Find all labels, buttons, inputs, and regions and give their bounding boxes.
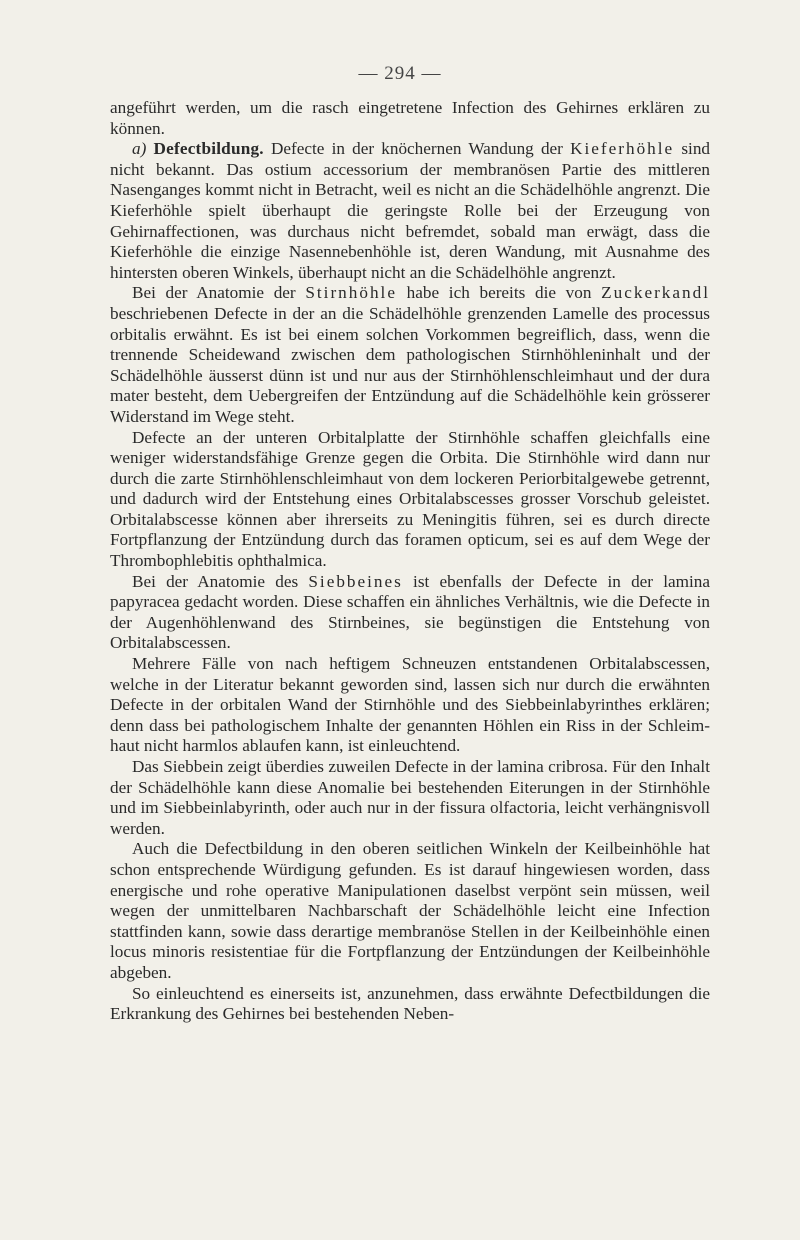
- paragraph-final: So einleuchtend es einerseits ist, anzunehmen, dass erwähnte Defectbildungen die Erkrankung des Gehirnes bei bestehenden Neben-: [110, 983, 710, 1024]
- text-run: ist ebenfalls der Defecte in der lamina papyracea gedacht worden. Diese schaffen ein ähnliches Verhältnis, wie die Defecte in der Augenhöhlenwand des Stirnbeines, sie begünstigen die Entstehung von Orbitalabscessen.: [110, 571, 710, 653]
- text-run: Bei der Anatomie der: [132, 283, 306, 303]
- paragraph-orbitalplatte: Defecte an der unteren Orbitalplatte der Stirnhöhle schaffen gleichfalls eine weniger widerstandsfähige Grenze gegen die Orbita. Die Stirnhöhle wird dann nur durch die zarte Stirnhöhlenschleimhaut von dem lockeren Periorbitalgewebe getrennt, und dadurch wird der Entstehung eines Orbitalabscesses grosser Vorschub geleistet. Orbitalabscesse können aber ihrerseits zu Meningitis führen, sei es durch directe Fortpflanzung der Entzündung durch das foramen opticum, sei es auf dem Wege der Thrombophlebitis ophthalmica.: [110, 427, 710, 571]
- page-number: — 294 —: [358, 63, 442, 84]
- paragraph-continuation: angeführt werden, um die rasch eingetretene Infection des Gehirnes erklären zu können.: [110, 98, 710, 138]
- paragraph-defectbildung: [110, 139, 710, 283]
- spaced-author: Zuckerkandl: [601, 283, 710, 303]
- text-run: habe ich bereits die von: [396, 283, 602, 303]
- section-heading: Defectbildung.: [153, 139, 264, 159]
- text-run: beschriebenen Defecte in der an die Schädelhöhle grenzenden Lamelle des processus orbitalis erwähnt. Es ist bei einem solchen Vorkommen begreiflich, dass, wenn die trennende Scheidewand zwischen dem pathologischen Stirnhöhleninhalt und der Schädelhöhle äusserst dünn ist und nur aus der Stirnhöhlenschleimhaut und der dura mater besteht, dem Uebergreifen der Entzündung auf die Schädelhöhle kein grösserer Widerstand im Wege steht.: [110, 303, 710, 426]
- paragraph-stirnhoehle: [110, 283, 710, 427]
- spaced-term: Siebbeines: [308, 571, 403, 591]
- paragraph-orbitalabscesse: Mehrere Fälle von nach heftigem Schneuzen entstandenen Orbitalabscessen, welche in der Literatur bekannt geworden sind, lassen sich nur durch die erwähnten Defecte in der orbitalen Wand der Stirnhöhle und des Siebbeinlabyrinthes erklären; denn dass bei pathologischem Inhalte der genannten Höhlen ein Riss in der Schleimhaut nicht harmlos ablaufen kann, ist einleuchtend.: [110, 654, 710, 756]
- paragraph-keilbeinhoehle: Auch die Defectbildung in den oberen seitlichen Winkeln der Keilbeinhöhle hat schon entsprechende Würdigung gefunden. Es ist darauf hingewiesen worden, dass energische und rohe operative Manipulationen daselbst verpönt sein müssen, weil wegen der unmittelbaren Nachbarschaft der Schädelhöhle leicht eine Infection stattfinden kann, sowie dass derartige membranöse Stellen in der Keilbeinhöhle einen locus minoris resistentiae für die Fortpflanzung der Entzündungen der Keilbeinhöhle abgeben.: [110, 839, 710, 982]
- text-run: Bei der Anatomie des: [132, 571, 309, 591]
- spaced-term: Stirnhöhle: [305, 283, 397, 303]
- spaced-term: Kieferhöhle: [570, 139, 675, 159]
- body-text: [110, 98, 710, 1025]
- text-run: sind nicht bekannt. Das ostium accessorium der membranösen Partie des mittleren Nasenganges kommt nicht in Betracht, weil es nicht an die Schädelhöhle angrenzt. Die Kieferhöhle spielt überhaupt die geringste Rolle bei der Erzeugung von Gehirnaffectionen, was durchaus nicht befremdet, sobald man erwägt, dass die Kieferhöhle die einzige Nasennebenhöhle ist, deren Wandung, mit Ausnahme des hintersten oberen Winkels, überhaupt nicht an die Schädelhöhle angrenzt.: [110, 139, 711, 282]
- text-run: Defecte in der knöchernen Wandung der: [263, 139, 571, 159]
- section-item-label: a): [132, 139, 147, 159]
- paragraph-siebbein: [110, 572, 710, 654]
- paragraph-lamina-cribrosa: Das Siebbein zeigt überdies zuweilen Defecte in der lamina cribrosa. Für den Inhalt der Schädelhöhle kann diese Anomalie bei bestehenden Eiterungen in der Stirnhöhle und im Siebbeinlabyrinth, oder auch nur in der fissura olfactoria, leicht verhängnisvoll werden.: [110, 757, 710, 838]
